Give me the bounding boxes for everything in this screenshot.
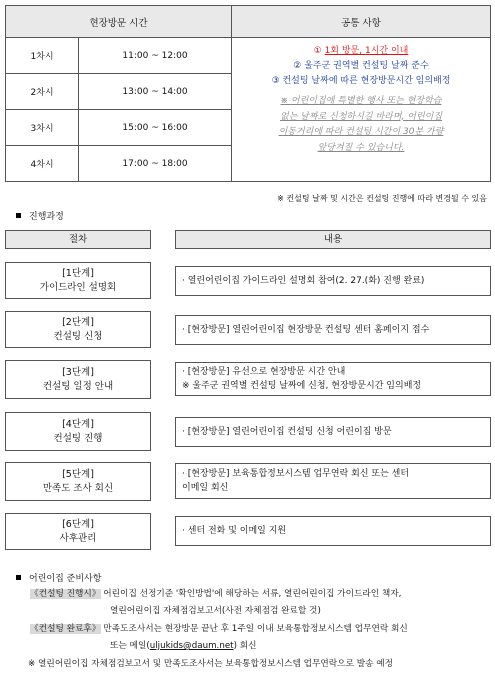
prep-final-note: ※ 열린어린이집 자체점검보고서 및 만족도조사서는 보육통합정보시스템 업무연락으로 발송 예정 <box>28 659 394 669</box>
process-title: 진행과정 <box>16 209 64 222</box>
prep-title: 어린이집 준비사항 <box>16 571 101 584</box>
email-link[interactable]: uljukids@daum.net <box>149 641 234 651</box>
step-3-desc: · [현장방문] 유선으로 현장방문 시간 안내 ※ 울주군 권역별 컨설팅 날짜에 신청, 현장방문시간 임의배정 <box>175 362 491 396</box>
header-visit-time: 현장방문 시간 <box>6 6 232 38</box>
note-warning: ※ 어린이집에 특별한 행사 또는 현장학습 없는 날짜로 신청하시길 바라며, 어린이집 이동거리에 따라 컨설팅 시간이 30분 가량 앞당겨질 수 있습니다. <box>278 96 444 153</box>
step-1: [1단계] 가이드라인 설명회 <box>5 262 151 299</box>
common-notes <box>232 38 491 182</box>
slot-label: 1차시 <box>6 38 79 74</box>
slot-label: 3차시 <box>6 110 79 146</box>
step-6-desc: · 센터 전화 및 이메일 지원 <box>175 516 491 546</box>
prep-item-1: 《컨설팅 진행시》 어린이집 선정기준 '확인방법'에 해당하는 서류, 열린어린이집 가이드라인 책자, <box>30 589 402 599</box>
col-step-header: 절차 <box>5 230 151 249</box>
note-3: ③ 컨설팅 날짜에 따른 현장방문시간 임의배정 <box>271 76 451 86</box>
prep-item-2-cont: 또는 메일(uljukids@daum.net) 회신 <box>110 641 257 651</box>
prep-item-1-cont: 열린어린이집 자체점검보고서(사전 자체점검 완료할 것) <box>110 606 321 616</box>
slot-time: 13:00 ~ 14:00 <box>79 74 232 110</box>
step-2-desc: · [현장방문] 열린어린이집 현장방문 컨설팅 센터 홈페이지 접수 <box>175 315 491 345</box>
step-3: [3단계] 컨설팅 일정 안내 <box>5 360 151 399</box>
visit-schedule-table <box>5 5 491 182</box>
slot-label: 2차시 <box>6 74 79 110</box>
slot-time: 15:00 ~ 16:00 <box>79 110 232 146</box>
schedule-footnote: ※ 컨설팅 날짜 및 시간은 컨설팅 진행에 따라 변경될 수 있음 <box>277 194 487 203</box>
step-1-desc: · 열린어린이집 가이드라인 설명회 참여(2. 27.(화) 진행 완료) <box>175 266 491 296</box>
slot-label: 4차시 <box>6 146 79 182</box>
note-2: ② 울주군 권역별 컨설팅 날짜 준수 <box>293 61 429 71</box>
step-2: [2단계] 컨설팅 신청 <box>5 311 151 348</box>
slot-time: 17:00 ~ 18:00 <box>79 146 232 182</box>
prep-item-2: 《컨설팅 완료후》 만족도조사서는 현장방문 끝난 후 1주일 이내 보육통합정보시스템 업무연락 회신 <box>30 624 408 634</box>
header-common: 공통 사항 <box>232 6 491 38</box>
step-6: [6단계] 사후관리 <box>5 513 151 550</box>
step-4: [4단계] 컨설팅 진행 <box>5 412 151 451</box>
step-5: [5단계] 만족도 조사 회신 <box>5 462 151 501</box>
col-content-header: 내용 <box>175 230 491 249</box>
note-1: ① 1회 방문, 1시간 이내 <box>313 46 409 56</box>
step-5-desc: · [현장방문] 보육통합정보시스템 업무연락 회신 또는 센터 이메일 회신 <box>175 463 491 499</box>
step-4-desc: · [현장방문] 열린어린이집 컨설팅 신청 어린이집 방문 <box>175 417 491 447</box>
slot-time: 11:00 ~ 12:00 <box>79 38 232 74</box>
